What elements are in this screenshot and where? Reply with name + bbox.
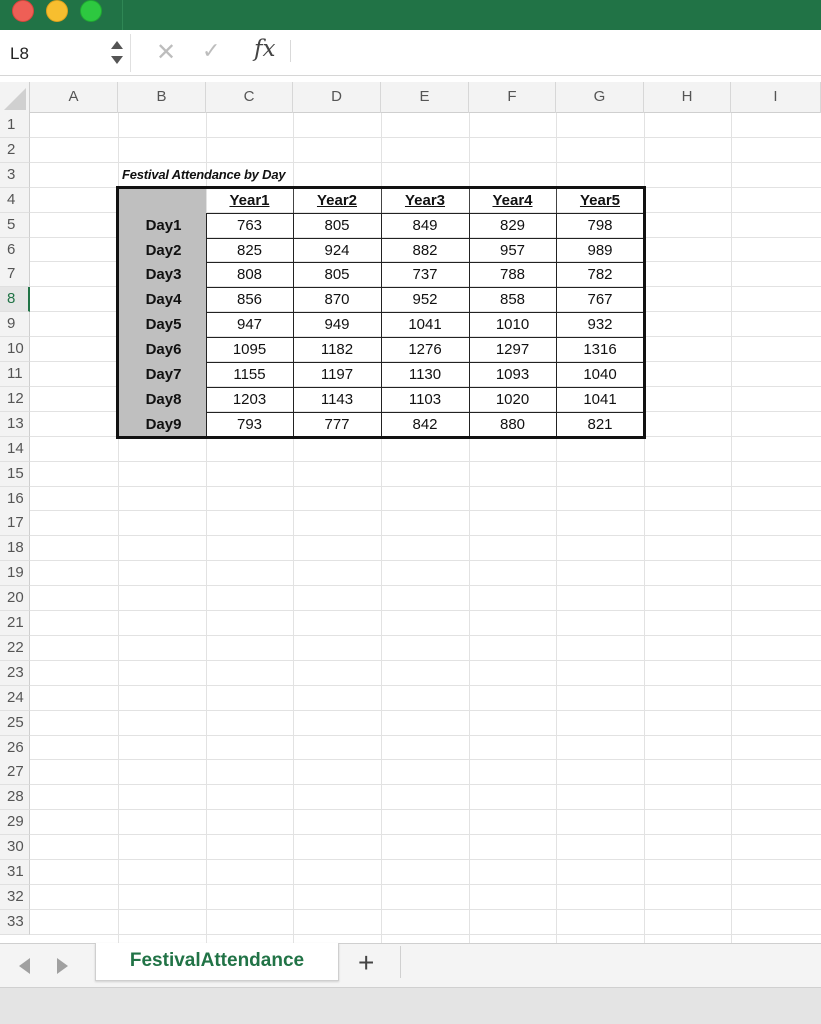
row-header-24[interactable]: 24 xyxy=(0,686,30,711)
data-cell[interactable]: 1010 xyxy=(495,316,530,334)
grid-row-line xyxy=(30,809,821,810)
previous-sheet-icon[interactable] xyxy=(19,958,30,974)
insert-function-button[interactable]: fx xyxy=(254,36,276,62)
column-label-year5[interactable]: Year5 xyxy=(579,191,621,209)
row-header-15[interactable]: 15 xyxy=(0,462,30,487)
column-header-d[interactable]: D xyxy=(293,82,381,113)
data-cell[interactable]: 805 xyxy=(324,216,350,234)
grid-row-line xyxy=(30,461,821,462)
column-header-i[interactable]: I xyxy=(731,82,821,113)
row-label-day4[interactable]: Day4 xyxy=(121,287,206,312)
data-cell[interactable]: 1276 xyxy=(408,341,442,359)
data-cell[interactable]: 856 xyxy=(236,291,263,309)
row-header-1[interactable]: 1 xyxy=(0,113,30,138)
data-cell[interactable]: 989 xyxy=(587,241,613,259)
name-box[interactable] xyxy=(0,34,131,72)
data-cell[interactable]: 793 xyxy=(236,415,263,433)
data-cell[interactable]: 957 xyxy=(499,241,526,259)
row-header-27[interactable]: 27 xyxy=(0,760,30,785)
data-cell[interactable]: 821 xyxy=(587,415,613,433)
row-header-5[interactable]: 5 xyxy=(0,213,30,238)
row-header-13[interactable]: 13 xyxy=(0,412,30,437)
table-title: Festival Attendance by Day xyxy=(122,167,286,182)
row-label-day8[interactable]: Day8 xyxy=(121,387,206,412)
grid-row-line xyxy=(30,859,821,860)
grid-row-line xyxy=(30,660,821,661)
formula-input[interactable] xyxy=(298,38,813,66)
data-cell[interactable]: 798 xyxy=(587,216,613,234)
column-header-c[interactable]: C xyxy=(206,82,293,113)
grid-row-line xyxy=(30,710,821,711)
data-cell[interactable]: 1041 xyxy=(583,390,617,408)
row-header-7[interactable]: 7 xyxy=(0,262,30,287)
data-cell[interactable]: 880 xyxy=(499,415,526,433)
tab-bar-divider xyxy=(400,946,401,978)
row-label-day6[interactable]: Day6 xyxy=(121,337,206,362)
data-cell[interactable]: 1197 xyxy=(320,366,354,383)
caret-down-icon[interactable] xyxy=(111,56,123,64)
data-cell[interactable]: 782 xyxy=(587,266,613,284)
row-header-9[interactable]: 9 xyxy=(0,312,30,337)
grid-row-line xyxy=(30,834,821,835)
data-cell[interactable]: 870 xyxy=(324,291,350,309)
row-header-26[interactable]: 26 xyxy=(0,736,30,761)
formula-bar xyxy=(0,30,821,76)
row-header-12[interactable]: 12 xyxy=(0,387,30,412)
data-cell[interactable]: 829 xyxy=(499,216,526,234)
row-label-day1[interactable]: Day1 xyxy=(121,213,206,238)
next-sheet-icon[interactable] xyxy=(57,958,68,974)
data-cell[interactable]: 1316 xyxy=(583,341,617,359)
row-header-30[interactable]: 30 xyxy=(0,835,30,860)
grid-row-line xyxy=(30,137,821,138)
data-cell[interactable]: 932 xyxy=(587,316,613,334)
column-header-f[interactable]: F xyxy=(469,82,556,113)
data-cell[interactable]: 1297 xyxy=(495,341,530,359)
row-header-11[interactable]: 11 xyxy=(0,362,30,387)
data-cell[interactable]: 1203 xyxy=(232,390,267,408)
checkmark-icon[interactable]: ✓ xyxy=(202,38,221,63)
data-cell[interactable]: 1143 xyxy=(320,390,354,408)
row-label-day3[interactable]: Day3 xyxy=(121,262,206,287)
name-box-value: L8 xyxy=(10,44,29,63)
column-label-year2[interactable]: Year2 xyxy=(316,191,358,209)
data-cell[interactable]: 763 xyxy=(236,216,263,234)
select-all-triangle-icon xyxy=(4,88,26,110)
row-label-day9[interactable]: Day9 xyxy=(121,412,206,437)
data-cell[interactable]: 1182 xyxy=(320,341,354,359)
grid-row-line xyxy=(30,884,821,885)
grid-row-line xyxy=(30,934,821,935)
row-header-4[interactable]: 4 xyxy=(0,188,30,213)
row-header-23[interactable]: 23 xyxy=(0,661,30,686)
row-header-33[interactable]: 33 xyxy=(0,910,30,935)
grid-row-line xyxy=(30,909,821,910)
row-header-22[interactable]: 22 xyxy=(0,636,30,661)
column-header-a[interactable]: A xyxy=(30,82,118,113)
status-bar xyxy=(0,987,821,1024)
minimize-window-button[interactable] xyxy=(46,0,68,22)
grid-row-line xyxy=(30,610,821,611)
row-header-16[interactable]: 16 xyxy=(0,487,30,512)
row-header-25[interactable]: 25 xyxy=(0,711,30,736)
data-cell[interactable]: 842 xyxy=(412,415,438,433)
grid-row-line xyxy=(30,759,821,760)
title-bar-divider xyxy=(122,0,123,30)
column-header-h[interactable]: H xyxy=(644,82,731,113)
row-header-20[interactable]: 20 xyxy=(0,586,30,611)
column-header-row xyxy=(0,82,821,113)
data-cell[interactable]: 825 xyxy=(236,241,263,259)
row-header-3[interactable]: 3 xyxy=(0,163,30,188)
data-cell[interactable]: 882 xyxy=(412,241,438,259)
caret-up-icon[interactable] xyxy=(111,41,123,49)
row-label-day5[interactable]: Day5 xyxy=(121,312,206,337)
formula-divider xyxy=(290,40,291,62)
close-window-button[interactable] xyxy=(12,0,34,22)
data-cell[interactable]: 808 xyxy=(236,266,263,284)
grid-row-line xyxy=(30,635,821,636)
data-cell[interactable]: 1103 xyxy=(408,390,442,408)
data-cell[interactable]: 924 xyxy=(324,241,350,259)
row-header-14[interactable]: 14 xyxy=(0,437,30,462)
row-label-day2[interactable]: Day2 xyxy=(121,238,206,263)
grid-row-line xyxy=(30,784,821,785)
column-label-year1[interactable]: Year1 xyxy=(229,191,270,209)
data-cell[interactable]: 777 xyxy=(324,415,350,433)
row-header-2[interactable]: 2 xyxy=(0,138,30,163)
data-cell[interactable]: 952 xyxy=(412,291,438,309)
row-label-day7[interactable]: Day7 xyxy=(121,362,206,387)
select-all-button[interactable] xyxy=(0,82,30,113)
grid-row-line xyxy=(30,560,821,561)
column-label-year4[interactable]: Year4 xyxy=(492,191,533,209)
title-bar xyxy=(0,0,821,30)
data-cell[interactable]: 788 xyxy=(499,266,526,284)
name-box-stepper[interactable] xyxy=(110,39,124,67)
row-header-18[interactable]: 18 xyxy=(0,536,30,561)
data-cell[interactable]: 1093 xyxy=(495,366,530,383)
maximize-window-button[interactable] xyxy=(80,0,102,22)
data-cell[interactable]: 767 xyxy=(587,291,613,309)
data-cell[interactable]: 1041 xyxy=(408,316,442,334)
data-cell[interactable]: 1095 xyxy=(232,341,267,359)
add-sheet-button[interactable]: + xyxy=(358,947,375,978)
table-outer-border xyxy=(116,186,646,439)
data-cell[interactable]: 1020 xyxy=(495,390,530,408)
row-header-29[interactable]: 29 xyxy=(0,810,30,835)
row-header-32[interactable]: 32 xyxy=(0,885,30,910)
cancel-icon[interactable]: ✕ xyxy=(156,39,177,66)
grid-row-line xyxy=(30,585,821,586)
row-header-8[interactable]: 8 xyxy=(0,287,30,312)
row-header-10[interactable]: 10 xyxy=(0,337,30,362)
row-header-21[interactable]: 21 xyxy=(0,611,30,636)
grid-row-line xyxy=(30,735,821,736)
data-cell[interactable]: 858 xyxy=(499,291,526,309)
sheet-tab-bar xyxy=(0,943,821,987)
data-cell[interactable]: 737 xyxy=(412,266,438,284)
data-cell[interactable]: 1155 xyxy=(233,366,266,383)
column-header-e[interactable]: E xyxy=(381,82,469,113)
data-cell[interactable]: 947 xyxy=(236,316,263,334)
data-cell[interactable]: 1130 xyxy=(408,366,442,383)
data-cell[interactable]: 1040 xyxy=(583,366,617,383)
row-header-17[interactable]: 17 xyxy=(0,511,30,536)
row-header-28[interactable]: 28 xyxy=(0,785,30,810)
row-header-6[interactable]: 6 xyxy=(0,238,30,263)
grid-row-line xyxy=(30,510,821,511)
data-cell[interactable]: 849 xyxy=(412,216,438,234)
column-header-g[interactable]: G xyxy=(556,82,644,113)
data-cell[interactable]: 805 xyxy=(324,266,350,284)
column-header-b[interactable]: B xyxy=(118,82,206,113)
grid-row-line xyxy=(30,535,821,536)
row-header-19[interactable]: 19 xyxy=(0,561,30,586)
column-label-year3[interactable]: Year3 xyxy=(404,191,446,209)
row-header-31[interactable]: 31 xyxy=(0,860,30,885)
data-cell[interactable]: 949 xyxy=(324,316,350,334)
sheet-tab-festivalattendance[interactable]: FestivalAttendance xyxy=(95,943,339,981)
grid-row-line xyxy=(30,162,821,163)
grid-row-line xyxy=(30,486,821,487)
grid-row-line xyxy=(30,685,821,686)
